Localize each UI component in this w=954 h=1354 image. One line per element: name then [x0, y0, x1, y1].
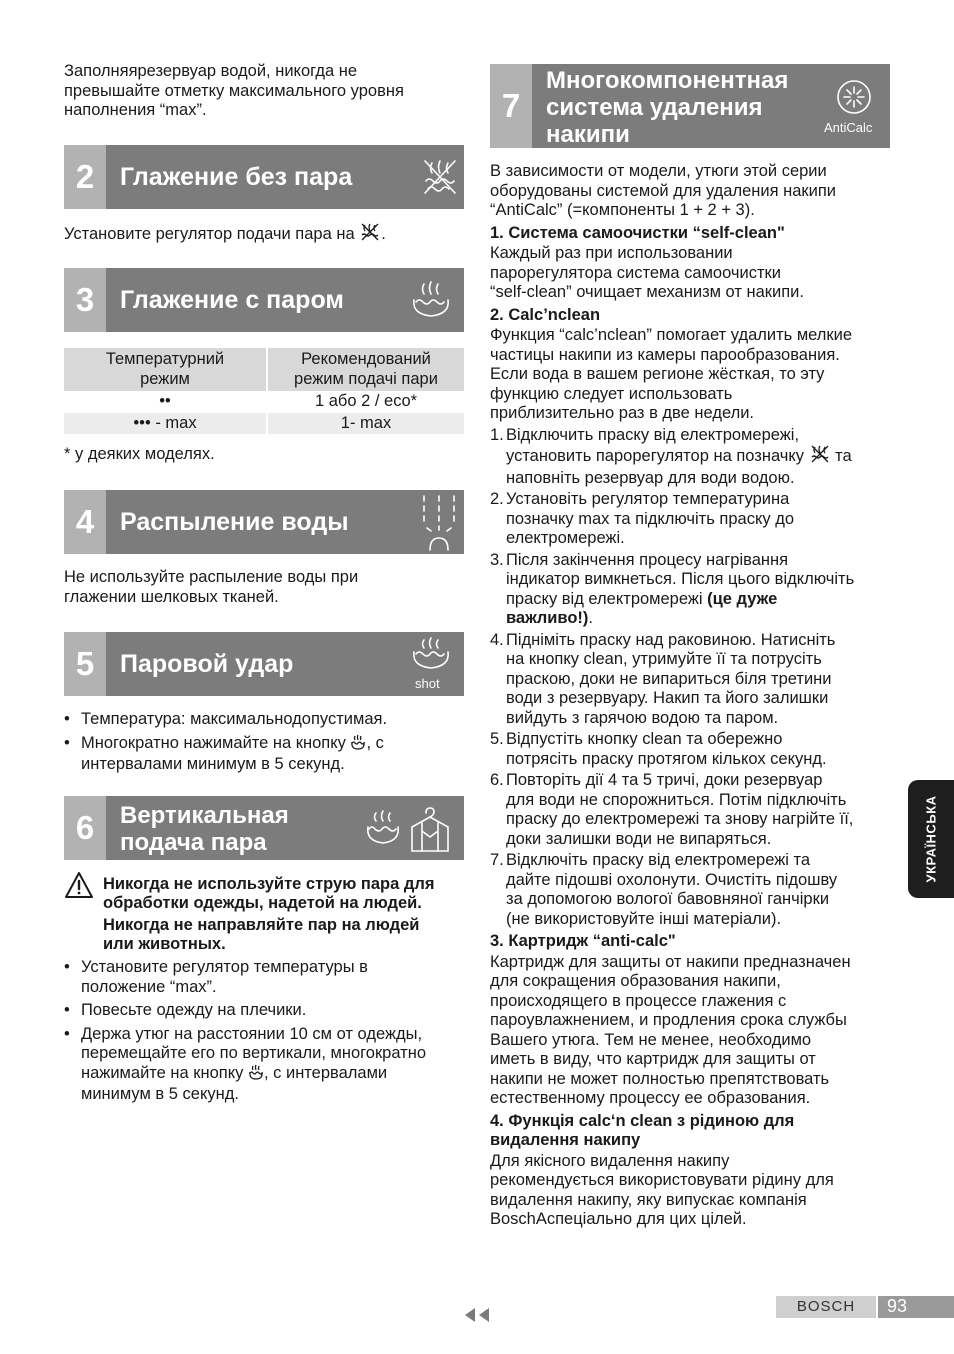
step-number: 6.: [490, 771, 504, 789]
subheading-calcnclean-liquid: 4. Функція calc‘n clean з рідиною для видалення накипу: [490, 1111, 795, 1149]
step-item: [490, 490, 894, 549]
section-6-header: [64, 796, 464, 860]
section-2-text: [64, 223, 464, 247]
section-title: Паровой удар: [120, 650, 294, 678]
step-number: 2.: [490, 490, 504, 508]
subheading-anticalc: 3. Картридж “anti-calc": [490, 932, 676, 950]
step-number: 3.: [490, 550, 504, 569]
table-cell: 1- max: [267, 413, 464, 435]
cleaning-steps: [490, 426, 894, 930]
shot-label: shot: [415, 676, 440, 691]
list-item: • Установите регулятор температуры в положение “max”.: [64, 958, 466, 997]
section-title: Глажение без пара: [120, 163, 353, 191]
section-7-body: [490, 162, 894, 1230]
table-cell: 1 або 2 / eco*: [314, 392, 418, 410]
steam-settings-table: [64, 348, 464, 434]
table-footnote: * у деяких моделях.: [64, 445, 215, 463]
table-cell: ••• - max: [64, 413, 267, 435]
anticalc-label: AntiCalc: [824, 120, 873, 135]
section-title: Глажение с паром: [120, 286, 344, 314]
no-steam-icon: [420, 157, 460, 203]
table-cell: ••: [64, 391, 267, 413]
paragraph-calcnclean-liquid: Для якісного видалення накипу рекомендується використовувати рідину для видалення накипу, яку випускає компанія BoschAспеціально для цих цілей.: [490, 1151, 834, 1228]
text-fragment: , с интервалами минимум в 5 секунд.: [81, 1063, 388, 1103]
no-steam-icon: [359, 223, 381, 247]
text-fragment: .: [588, 609, 594, 627]
subheading-calcnclean: 2. Calc’nclean: [490, 305, 601, 324]
language-label: УКРАЇНСЬКА: [923, 795, 939, 883]
section-number: 4: [64, 490, 106, 554]
text-fragment: Після закінчення процесу нагрівання індикатор вимкнеться. Після цього відключіть праску від електромережі: [506, 550, 855, 608]
spray-icon: [418, 492, 460, 558]
list-item: • Температура: максимальнодопустимая.: [64, 710, 464, 730]
text-fragment: .: [381, 225, 386, 243]
steam-icon: [410, 278, 452, 328]
steam-shot-button-icon: [248, 1064, 264, 1086]
text-fragment: , с интервалами минимум в 5 секунд.: [81, 733, 384, 773]
section-6-list: [64, 958, 466, 1109]
text-fragment: Держа утюг на расстоянии 10 см от одежды, перемещайте его по вертикали, многократно нажимайте на кнопку: [81, 1024, 427, 1082]
text-fragment: Підніміть праску над раковиною. Натисніть на кнопку clean, утримуйте її та потрусіть праскою, доки не випариться біля третини води з резервуару. Накип та його залишки вийдуть з гарячою водою та паром.: [506, 630, 836, 727]
text-fragment: Многократно нажимайте на кнопку: [81, 733, 351, 752]
steam-shot-button-icon: [350, 734, 366, 756]
step-item: [490, 551, 894, 629]
no-steam-icon: [809, 445, 831, 469]
text-fragment: Повторіть дії 4 та 5 тричі, доки резервуар для води не спорожниться. Потім підключіть праску до електромережі та знову нагрійте її, доки залишки води не випаряться.: [506, 771, 854, 848]
subheading-self-clean: 1. Система самоочистки “self-clean": [490, 223, 785, 242]
steam-shot-icon: [410, 636, 452, 682]
warning-text-1: Никогда не используйте струю пара для обработки одежды, надетой на людей.: [103, 875, 435, 912]
text-fragment: Відключіть праску від електромережі та дайте підошві охолонути. Очистіть підошву за допомогою вологої бавовняної ганчірки (не використовуйте інші матеріали).: [506, 851, 838, 928]
table-row: [64, 413, 464, 435]
list-item: [64, 734, 464, 775]
section-number: 5: [64, 632, 106, 696]
section-title: Вертикальная подача пара: [120, 802, 289, 856]
table-header-cell: Температурний режим: [64, 348, 267, 391]
section-4-header: [64, 490, 464, 554]
step-number: 1.: [490, 425, 504, 444]
step-item: [490, 631, 894, 729]
section-number: 7: [490, 64, 532, 148]
section-3-header: [64, 268, 464, 332]
section-number: 6: [64, 796, 106, 860]
warning-text-2: Никогда не направляйте пар на людей или животных.: [103, 916, 420, 953]
section-title: Многокомпонентная система удаления накипи: [546, 67, 789, 148]
paragraph-calcnclean: Функция “calc’nclean” помогает удалить мелкие частицы накипи из камеры парообразования. Если вода в вашем регионе жёсткая, то эту функцию следует использовать приблизительно раз в две недели.: [490, 326, 853, 422]
warning-triangle-icon: [64, 871, 94, 905]
list-item: • Повесьте одежду на плечики.: [64, 1001, 466, 1021]
step-item: [490, 851, 894, 929]
step-item: [490, 730, 894, 769]
table-header-row: [64, 348, 464, 391]
language-tab: [908, 780, 954, 898]
section-7-intro: В зависимости от модели, утюги этой серии оборудованы системой для удаления накипи “AntiCalc” (=компоненты 1 + 2 + 3).: [490, 162, 837, 219]
footer-brand: BOSCH: [776, 1296, 876, 1318]
page-number: 93: [878, 1296, 954, 1318]
section-number: 3: [64, 268, 106, 332]
section-number: 2: [64, 145, 106, 209]
step-number: 4.: [490, 630, 504, 649]
text-fragment: та наповніть резервуар для води водою.: [506, 447, 852, 487]
list-item: [64, 1025, 466, 1105]
table-header-cell: Рекомендований режим подачі пари: [267, 348, 464, 391]
section-5-list: [64, 710, 464, 779]
text-fragment: Установіть регулятор температурина позначку max та підключіть праску до електромережі.: [506, 490, 794, 547]
step-number: 7.: [490, 851, 504, 869]
text-fragment: Установите регулятор подачи пара на: [64, 225, 360, 243]
step-item: [490, 771, 894, 849]
anticalc-icon: [835, 78, 873, 122]
text-fragment: Відключить праску від електромережі, установить парорегулятор на позначку: [506, 425, 805, 465]
section-2-header: [64, 145, 464, 209]
section-5-header: [64, 632, 464, 696]
back-arrows-icon[interactable]: [463, 1306, 491, 1330]
text-fragment: Відпустіть кнопку clean та обережно потрясіть праску протягом кількох секунд.: [506, 730, 827, 768]
section-title: Распыление воды: [120, 508, 349, 536]
table-row: [64, 391, 464, 413]
section-4-text: Не используйте распыление воды при глажении шелковых тканей.: [64, 568, 359, 606]
section-7-header: [490, 64, 890, 148]
intro-text: Заполняярезервуар водой, никогда не превышайте отметку максимального уровня наполнения “max”.: [64, 62, 404, 119]
paragraph-self-clean: Каждый раз при использовании парорегулятора система самоочистки “self-clean” очищает механизм от накипи.: [490, 244, 804, 301]
text-fragment: (це дуже важливо!): [506, 589, 778, 627]
step-number: 5.: [490, 730, 504, 748]
paragraph-anticalc: Картридж для защиты от накипи предназначен для сокращения образования накипи, происходящего в процессе глажения с пароувлажнением, и продления срока службы Вашего утюга. Тем не менее, необходимо иметь в виду, что картридж для защиты от накипи не может полностью препятствовать естественному процессу ее образования.: [490, 952, 851, 1107]
vertical-steam-icon: [366, 805, 456, 859]
step-item: [490, 426, 894, 489]
